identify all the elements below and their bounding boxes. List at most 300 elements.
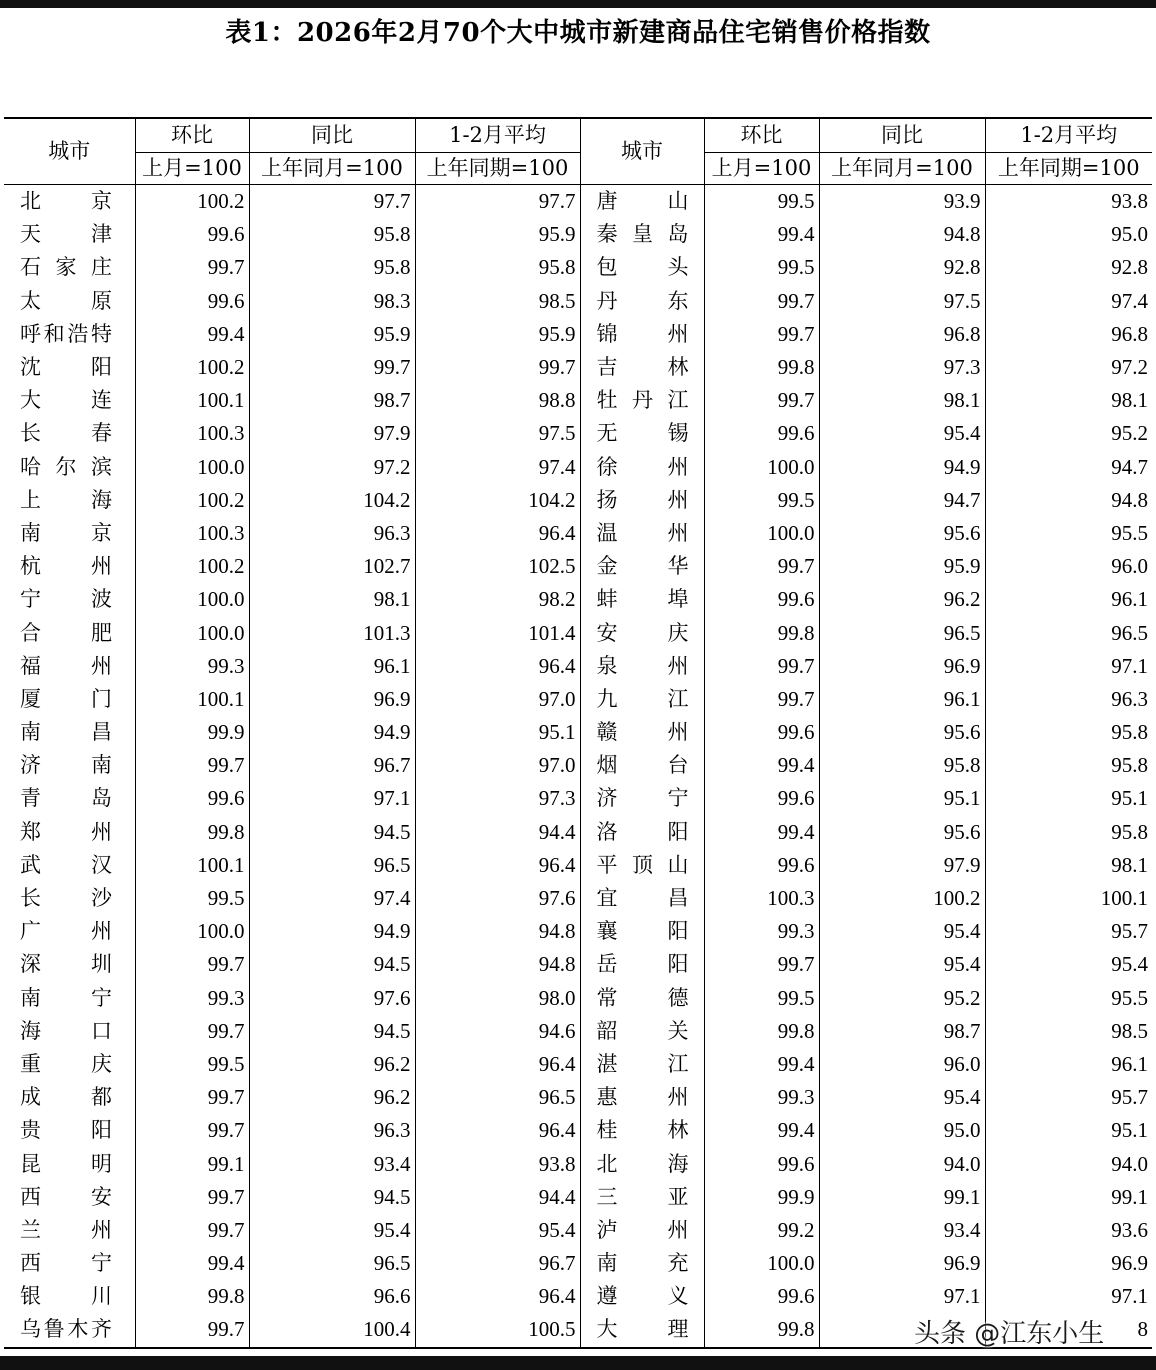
avg-value-left: 93.8: [415, 1147, 580, 1180]
city-cell-left: [4, 1081, 135, 1114]
city-name: 哈尔滨: [20, 454, 112, 479]
table-row: [4, 616, 1152, 649]
yoy-value-left: 96.5: [249, 849, 415, 882]
city-name: 韶关: [596, 1018, 689, 1043]
city-cell-right: [580, 1280, 704, 1313]
city-name: 常德: [596, 985, 689, 1010]
table-row: [4, 1313, 1152, 1347]
city-cell-left: [4, 1247, 135, 1280]
mom-value-right: 99.8: [704, 351, 819, 384]
header-avg-base-right: 上年同期=100: [985, 153, 1152, 185]
header-mom-right: 环比: [704, 118, 819, 153]
mom-value-left: 99.7: [135, 948, 249, 981]
city-name: 贵阳: [20, 1118, 112, 1143]
mom-value-left: 99.4: [135, 318, 249, 351]
mom-value-left: 100.1: [135, 683, 249, 716]
avg-value-left: 98.8: [415, 384, 580, 417]
yoy-value-right: 95.4: [819, 948, 985, 981]
city-name: 长春: [20, 421, 112, 446]
yoy-value-right: 97.3: [819, 351, 985, 384]
avg-value-left: 95.8: [415, 251, 580, 284]
avg-value-left: 97.0: [415, 749, 580, 782]
city-cell-left: [4, 749, 135, 782]
city-name: 成都: [20, 1085, 112, 1110]
yoy-value-right: 94.8: [819, 218, 985, 251]
yoy-value-left: 97.7: [249, 185, 415, 219]
table-row: [4, 1114, 1152, 1147]
yoy-value-right: 95.4: [819, 1081, 985, 1114]
city-cell-right: [580, 285, 704, 318]
yoy-value-left: 96.5: [249, 1247, 415, 1280]
mom-value-right: 99.4: [704, 749, 819, 782]
city-cell-right: [580, 1081, 704, 1114]
header-yoy-left: 同比: [249, 118, 415, 153]
mom-value-right: 99.4: [704, 1114, 819, 1147]
yoy-value-right: 96.9: [819, 1247, 985, 1280]
city-name: 泸州: [596, 1217, 689, 1242]
avg-value-right: 99.1: [985, 1181, 1152, 1214]
city-name: 丹东: [596, 288, 689, 313]
table-row: [4, 484, 1152, 517]
avg-value-left: 96.4: [415, 1280, 580, 1313]
yoy-value-right: 96.2: [819, 583, 985, 616]
table-row: [4, 1048, 1152, 1081]
table-row: [4, 550, 1152, 583]
avg-value-left: 94.8: [415, 915, 580, 948]
price-index-table: [4, 117, 1152, 1349]
avg-value-right: 96.9: [985, 1247, 1152, 1280]
city-cell-right: [580, 484, 704, 517]
city-cell-left: [4, 849, 135, 882]
city-cell-left: [4, 484, 135, 517]
city-name: 包头: [596, 255, 689, 280]
city-cell-right: [580, 816, 704, 849]
yoy-value-right: 97.5: [819, 285, 985, 318]
table-row: [4, 683, 1152, 716]
mom-value-left: 100.2: [135, 185, 249, 219]
table-row: [4, 517, 1152, 550]
avg-value-right: 95.1: [985, 782, 1152, 815]
mom-value-right: 99.7: [704, 318, 819, 351]
city-name: 唐山: [596, 189, 689, 214]
mom-value-right: 100.3: [704, 882, 819, 915]
city-cell-right: [580, 384, 704, 417]
city-cell-left: [4, 550, 135, 583]
city-name: 济南: [20, 753, 112, 778]
city-cell-left: [4, 417, 135, 450]
yoy-value-right: 94.7: [819, 484, 985, 517]
city-name: 海口: [20, 1018, 112, 1043]
mom-value-right: 99.4: [704, 816, 819, 849]
table-row: [4, 1015, 1152, 1048]
city-cell-left: [4, 185, 135, 219]
city-cell-right: [580, 1181, 704, 1214]
city-cell-right: [580, 517, 704, 550]
yoy-value-left: 98.1: [249, 583, 415, 616]
avg-value-right: 100.1: [985, 882, 1152, 915]
yoy-value-right: 94.9: [819, 451, 985, 484]
mom-value-left: 99.7: [135, 1114, 249, 1147]
yoy-value-right: 96.8: [819, 318, 985, 351]
bottom-border-bar: [0, 1356, 1156, 1370]
avg-value-right: 96.3: [985, 683, 1152, 716]
mom-value-left: 100.2: [135, 550, 249, 583]
yoy-value-left: 93.4: [249, 1147, 415, 1180]
yoy-value-left: 98.3: [249, 285, 415, 318]
avg-value-left: 99.7: [415, 351, 580, 384]
city-cell-right: [580, 185, 704, 219]
header-yoy-right: 同比: [819, 118, 985, 153]
city-cell-left: [4, 650, 135, 683]
city-cell-left: [4, 1114, 135, 1147]
yoy-value-right: 99.1: [819, 1181, 985, 1214]
mom-value-left: 100.1: [135, 849, 249, 882]
mom-value-left: 99.7: [135, 251, 249, 284]
mom-value-left: 100.0: [135, 583, 249, 616]
city-cell-left: [4, 683, 135, 716]
table-row: [4, 251, 1152, 284]
city-name: 宜昌: [596, 886, 689, 911]
avg-value-right: 94.8: [985, 484, 1152, 517]
avg-value-right: 95.7: [985, 1081, 1152, 1114]
yoy-value-left: 96.3: [249, 517, 415, 550]
city-cell-right: [580, 550, 704, 583]
city-cell-right: [580, 616, 704, 649]
mom-value-right: 99.8: [704, 1313, 819, 1347]
mom-value-left: 99.7: [135, 1214, 249, 1247]
header-avg-right: 1-2月平均: [985, 118, 1152, 153]
city-name: 北京: [20, 189, 112, 214]
table-row: [4, 185, 1152, 219]
mom-value-left: 99.6: [135, 782, 249, 815]
yoy-value-left: 94.9: [249, 915, 415, 948]
table-row: [4, 583, 1152, 616]
city-cell-right: [580, 749, 704, 782]
avg-value-left: 95.9: [415, 318, 580, 351]
mom-value-right: 99.7: [704, 384, 819, 417]
avg-value-right: 95.2: [985, 417, 1152, 450]
header-avg-left: 1-2月平均: [415, 118, 580, 153]
table-row: [4, 716, 1152, 749]
mom-value-right: 99.5: [704, 484, 819, 517]
mom-value-right: 99.6: [704, 1280, 819, 1313]
yoy-value-right: 95.2: [819, 982, 985, 1015]
mom-value-right: 99.3: [704, 915, 819, 948]
table-row: [4, 1214, 1152, 1247]
yoy-value-left: 94.5: [249, 816, 415, 849]
city-name: 济宁: [596, 786, 689, 811]
yoy-value-right: 96.9: [819, 650, 985, 683]
mom-value-right: 100.0: [704, 451, 819, 484]
city-cell-right: [580, 1114, 704, 1147]
city-cell-right: [580, 1015, 704, 1048]
city-cell-left: [4, 915, 135, 948]
city-cell-left: [4, 882, 135, 915]
city-name: 杭州: [20, 554, 112, 579]
avg-value-right: 97.2: [985, 351, 1152, 384]
city-name: 秦皇岛: [596, 222, 689, 247]
city-name: 上海: [20, 487, 112, 512]
city-cell-right: [580, 1048, 704, 1081]
avg-value-right: 97.4: [985, 285, 1152, 318]
city-name: 合肥: [20, 620, 112, 645]
city-name: 武汉: [20, 852, 112, 877]
city-cell-left: [4, 451, 135, 484]
avg-value-left: 97.3: [415, 782, 580, 815]
city-cell-right: [580, 1147, 704, 1180]
city-cell-right: [580, 417, 704, 450]
avg-value-right: 95.1: [985, 1114, 1152, 1147]
city-name: 银川: [20, 1284, 112, 1309]
yoy-value-left: 100.4: [249, 1313, 415, 1347]
yoy-value-left: 96.6: [249, 1280, 415, 1313]
avg-value-left: 104.2: [415, 484, 580, 517]
yoy-value-right: 95.6: [819, 816, 985, 849]
mom-value-left: 99.7: [135, 749, 249, 782]
avg-value-right: 96.0: [985, 550, 1152, 583]
mom-value-left: 100.2: [135, 351, 249, 384]
avg-value-left: 102.5: [415, 550, 580, 583]
avg-value-left: 96.7: [415, 1247, 580, 1280]
yoy-value-right: 95.4: [819, 915, 985, 948]
city-name: 南京: [20, 520, 112, 545]
city-name: 湛江: [596, 1051, 689, 1076]
table-row: [4, 285, 1152, 318]
avg-value-right: 95.5: [985, 517, 1152, 550]
yoy-value-left: 94.5: [249, 1181, 415, 1214]
city-cell-left: [4, 583, 135, 616]
city-name: 西安: [20, 1184, 112, 1209]
yoy-value-right: 100.2: [819, 882, 985, 915]
yoy-value-right: 95.6: [819, 517, 985, 550]
mom-value-right: 100.0: [704, 517, 819, 550]
city-name: 遵义: [596, 1284, 689, 1309]
city-name: 徐州: [596, 454, 689, 479]
mom-value-left: 100.0: [135, 616, 249, 649]
table-row: [4, 882, 1152, 915]
city-cell-left: [4, 616, 135, 649]
city-cell-right: [580, 683, 704, 716]
header-mom-left: 环比: [135, 118, 249, 153]
header-city-right: 城市: [580, 118, 704, 185]
mom-value-right: 99.8: [704, 616, 819, 649]
mom-value-right: 99.6: [704, 583, 819, 616]
mom-value-right: 99.3: [704, 1081, 819, 1114]
yoy-value-left: 97.4: [249, 882, 415, 915]
table-row: [4, 218, 1152, 251]
mom-value-left: 99.8: [135, 1280, 249, 1313]
avg-value-left: 97.6: [415, 882, 580, 915]
top-border-bar: [0, 0, 1156, 8]
city-cell-left: [4, 517, 135, 550]
table-row: [4, 816, 1152, 849]
table-row: [4, 915, 1152, 948]
mom-value-left: 99.7: [135, 1313, 249, 1347]
avg-value-left: 94.6: [415, 1015, 580, 1048]
yoy-value-right: 95.4: [819, 417, 985, 450]
header-avg-base-left: 上年同期=100: [415, 153, 580, 185]
city-cell-right: [580, 948, 704, 981]
avg-value-right: 96.1: [985, 1048, 1152, 1081]
city-name: 吉林: [596, 355, 689, 380]
avg-value-right: 98.5: [985, 1015, 1152, 1048]
city-name: 烟台: [596, 753, 689, 778]
city-cell-right: [580, 849, 704, 882]
mom-value-right: 99.6: [704, 849, 819, 882]
mom-value-left: 99.4: [135, 1247, 249, 1280]
header-mom-base-left: 上月=100: [135, 153, 249, 185]
city-cell-left: [4, 716, 135, 749]
mom-value-right: 99.9: [704, 1181, 819, 1214]
header-city-left: 城市: [4, 118, 135, 185]
yoy-value-right: 93.9: [819, 185, 985, 219]
mom-value-right: 100.0: [704, 1247, 819, 1280]
avg-value-left: 97.7: [415, 185, 580, 219]
avg-value-right: 96.8: [985, 318, 1152, 351]
city-name: 赣州: [596, 720, 689, 745]
avg-value-right: 95.7: [985, 915, 1152, 948]
city-name: 长沙: [20, 886, 112, 911]
city-name: 三亚: [596, 1184, 689, 1209]
city-cell-right: [580, 451, 704, 484]
table-row: [4, 1081, 1152, 1114]
table-row: [4, 650, 1152, 683]
mom-value-left: 99.5: [135, 1048, 249, 1081]
city-cell-right: [580, 915, 704, 948]
mom-value-left: 99.5: [135, 882, 249, 915]
table-row: [4, 948, 1152, 981]
table-row: [4, 451, 1152, 484]
avg-value-left: 100.5: [415, 1313, 580, 1347]
mom-value-left: 99.3: [135, 650, 249, 683]
yoy-value-left: 94.5: [249, 948, 415, 981]
city-name: 呼和浩特: [20, 321, 112, 346]
mom-value-left: 100.3: [135, 517, 249, 550]
city-name: 桂林: [596, 1118, 689, 1143]
yoy-value-left: 102.7: [249, 550, 415, 583]
avg-value-left: 95.4: [415, 1214, 580, 1247]
table-title: 表1：2026年2月70个大中城市新建商品住宅销售价格指数: [225, 18, 931, 48]
city-name: 兰州: [20, 1217, 112, 1242]
city-cell-left: [4, 318, 135, 351]
city-name: 广州: [20, 919, 112, 944]
city-name: 金华: [596, 554, 689, 579]
city-cell-right: [580, 318, 704, 351]
yoy-value-left: 96.3: [249, 1114, 415, 1147]
yoy-value-right: 96.0: [819, 1048, 985, 1081]
city-cell-right: [580, 1214, 704, 1247]
avg-value-left: 96.4: [415, 517, 580, 550]
city-cell-right: [580, 650, 704, 683]
city-name: 大理: [596, 1317, 689, 1342]
mom-value-left: 99.7: [135, 1181, 249, 1214]
avg-value-left: 94.4: [415, 1181, 580, 1214]
city-cell-right: [580, 251, 704, 284]
city-cell-right: [580, 882, 704, 915]
city-cell-left: [4, 384, 135, 417]
avg-value-left: 95.1: [415, 716, 580, 749]
city-name: 石家庄: [20, 255, 112, 280]
mom-value-right: 99.5: [704, 251, 819, 284]
avg-value-right: 95.8: [985, 816, 1152, 849]
yoy-value-left: 101.3: [249, 616, 415, 649]
yoy-value-right: [819, 1313, 985, 1347]
yoy-value-left: 98.7: [249, 384, 415, 417]
avg-value-left: 94.4: [415, 816, 580, 849]
city-name: 福州: [20, 653, 112, 678]
mom-value-left: 99.6: [135, 285, 249, 318]
city-name: 惠州: [596, 1085, 689, 1110]
table-row: [4, 384, 1152, 417]
avg-value-right: 95.5: [985, 982, 1152, 1015]
yoy-value-right: 95.0: [819, 1114, 985, 1147]
yoy-value-right: 96.1: [819, 683, 985, 716]
city-cell-left: [4, 251, 135, 284]
city-cell-right: [580, 218, 704, 251]
avg-value-right: 92.8: [985, 251, 1152, 284]
city-name: 南充: [596, 1251, 689, 1276]
city-name: 洛阳: [596, 819, 689, 844]
table-row: [4, 749, 1152, 782]
table-row: [4, 417, 1152, 450]
yoy-value-left: 96.7: [249, 749, 415, 782]
yoy-value-left: 104.2: [249, 484, 415, 517]
table-row: [4, 982, 1152, 1015]
yoy-value-left: 99.7: [249, 351, 415, 384]
avg-value-right: 96.5: [985, 616, 1152, 649]
yoy-value-left: 94.9: [249, 716, 415, 749]
avg-value-right: 98.1: [985, 384, 1152, 417]
city-name: 温州: [596, 520, 689, 545]
yoy-value-left: 96.2: [249, 1081, 415, 1114]
city-name: 乌鲁木齐: [20, 1317, 112, 1342]
mom-value-left: 100.1: [135, 384, 249, 417]
city-name: 安庆: [596, 620, 689, 645]
mom-value-left: 99.9: [135, 716, 249, 749]
city-name: 大连: [20, 388, 112, 413]
city-name: 泉州: [596, 653, 689, 678]
city-name: 太原: [20, 288, 112, 313]
city-name: 牡丹江: [596, 388, 689, 413]
yoy-value-right: 95.6: [819, 716, 985, 749]
header-mom-base-right: 上月=100: [704, 153, 819, 185]
city-cell-left: [4, 351, 135, 384]
city-name: 厦门: [20, 686, 112, 711]
table-row: [4, 1181, 1152, 1214]
city-name: 西宁: [20, 1251, 112, 1276]
avg-value-left: 98.2: [415, 583, 580, 616]
avg-value-left: 96.4: [415, 849, 580, 882]
mom-value-left: 99.7: [135, 1081, 249, 1114]
city-name: 岳阳: [596, 952, 689, 977]
avg-value-right: 97.1: [985, 1280, 1152, 1313]
avg-value-left: 98.0: [415, 982, 580, 1015]
city-cell-right: [580, 583, 704, 616]
city-name: 北海: [596, 1151, 689, 1176]
avg-value-right: 96.1: [985, 583, 1152, 616]
mom-value-right: 99.8: [704, 1015, 819, 1048]
mom-value-right: 99.5: [704, 185, 819, 219]
city-cell-left: [4, 1048, 135, 1081]
yoy-value-right: 97.9: [819, 849, 985, 882]
mom-value-right: 99.6: [704, 1147, 819, 1180]
city-cell-right: [580, 351, 704, 384]
table-row: [4, 782, 1152, 815]
avg-value-left: 98.5: [415, 285, 580, 318]
yoy-value-left: 97.9: [249, 417, 415, 450]
city-name: 南宁: [20, 985, 112, 1010]
city-cell-right: [580, 716, 704, 749]
